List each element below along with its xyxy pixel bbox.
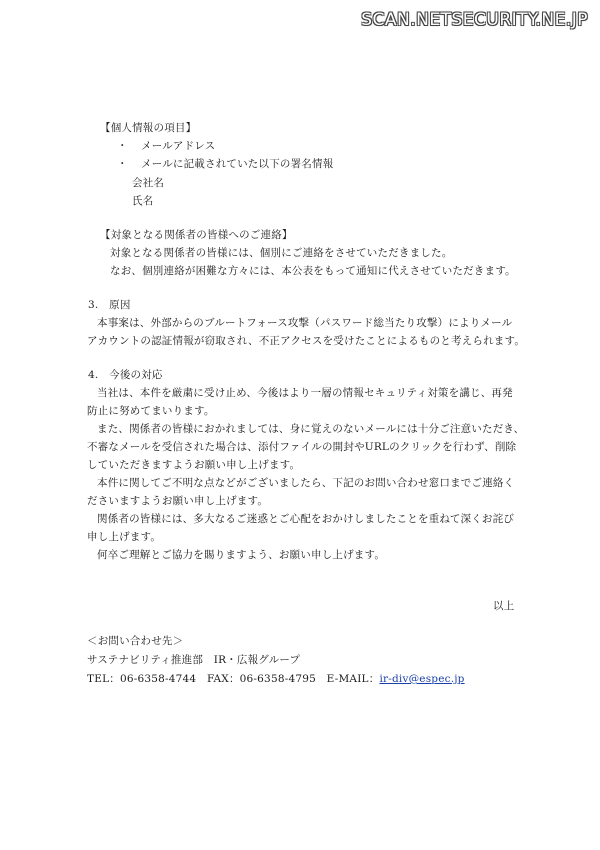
personal-info-item-text: メールに記載されていた以下の署名情報: [141, 158, 334, 170]
contact-email-link[interactable]: ir-div@espec.jp: [379, 673, 465, 685]
bullet-icon: ・: [117, 158, 128, 170]
contact-phone-fax-label: TEL：06-6358-4744 FAX：06-6358-4795 E-MAIL：: [87, 673, 380, 685]
paragraph-line: 対象となる関係者の皆様には、個別にご連絡をさせていただきました。: [110, 247, 453, 259]
contact-heading: ＜お問い合わせ先＞: [87, 635, 184, 647]
paragraph-line: 不審なメールを受信された場合は、添付ファイルの開封やURLのクリックを行わず、削除: [87, 441, 517, 453]
paragraph-line: また、関係者の皆様におかれましては、身に覚えのないメールには十分ご注意いただき、: [97, 423, 525, 435]
paragraph-line: 本事案は、外部からのブルートフォース攻撃（パスワード総当たり攻撃）によりメール: [97, 317, 513, 329]
watermark: SCAN.NETSECURITY.NE.JP: [361, 10, 588, 30]
bullet-icon: ・: [117, 140, 128, 152]
contact-department: サステナビリティ推進部 IR・広報グループ: [87, 654, 301, 666]
section-3-heading: 3. 原因: [88, 299, 131, 311]
contact-affected-heading: 【対象となる関係者の皆様へのご連絡】: [100, 229, 293, 241]
paragraph-line: なお、個別連絡が困難な方々には、本公表をもって通知に代えさせていただきます。: [110, 265, 516, 277]
paragraph-line: ださいますようお願い申し上げます。: [87, 495, 269, 507]
paragraph-line: 防止に努めてまいります。: [87, 405, 215, 417]
paragraph-line: 本件に関してご不明な点などがございましたら、下記のお問い合わせ窓口までご連絡く: [97, 477, 515, 489]
personal-info-item: [117, 157, 333, 171]
personal-info-item: [117, 139, 215, 153]
paragraph-line: 関係者の皆様には、多大なるご迷惑とご心配をおかけしましたことを重ねて深くお詫び: [97, 513, 515, 525]
paragraph-line: 当社は、本件を厳粛に受け止め、今後はより一層の情報セキュリティ対策を講じ、再発: [97, 387, 513, 399]
personal-info-heading: 【個人情報の項目】: [100, 122, 197, 134]
contact-phone-fax-email: [87, 672, 465, 686]
personal-info-item-text: メールアドレス: [141, 140, 216, 152]
section-4-heading: 4. 今後の対応: [88, 369, 163, 381]
paragraph-line: アカウントの認証情報が窃取され、不正アクセスを受けたことによるものと考えられます。: [87, 335, 526, 347]
paragraph-line: 申し上げます。: [87, 531, 162, 543]
personal-info-sub-item: 会社名: [132, 177, 165, 189]
paragraph-line: していただきますようお願い申し上げます。: [87, 459, 301, 471]
paragraph-line: 何卒ご理解とご協力を賜りますよう、お願い申し上げます。: [97, 549, 386, 561]
personal-info-sub-item: 氏名: [132, 195, 154, 207]
closing-text: 以上: [493, 600, 515, 612]
